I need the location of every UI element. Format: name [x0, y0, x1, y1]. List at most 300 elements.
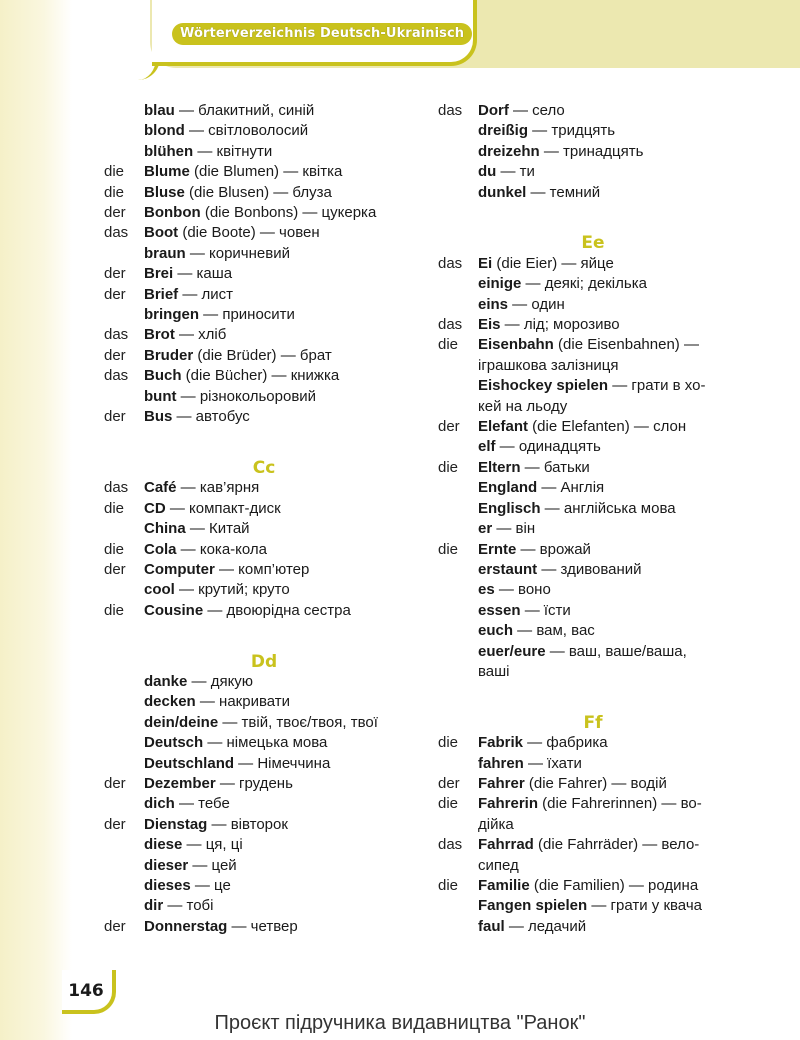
article: das	[438, 102, 463, 119]
translation: — темний	[526, 183, 601, 201]
dictionary-entry	[104, 519, 424, 539]
headword: Fahrer	[478, 774, 525, 792]
entry-text	[478, 815, 748, 835]
entry-text	[144, 815, 424, 835]
article	[438, 662, 478, 682]
translation: (die Bücher) — книжка	[181, 367, 340, 385]
dictionary-entry	[104, 580, 424, 600]
dictionary-entry	[104, 601, 424, 621]
article: der	[104, 815, 126, 833]
headword: dreißig	[478, 122, 529, 140]
translation: — цей	[188, 856, 237, 874]
article	[438, 917, 478, 937]
translation: — один	[508, 295, 565, 313]
translation: — деякі; декілька	[521, 275, 647, 293]
article	[104, 876, 144, 896]
article: der	[104, 285, 126, 303]
dictionary-entry	[438, 315, 748, 335]
article	[438, 601, 478, 621]
translation: (die Bonbons) — цукерка	[200, 204, 377, 222]
translation: — здивований	[537, 560, 642, 578]
entry-text	[144, 366, 424, 386]
dictionary-entry	[438, 856, 748, 876]
headword: dreizehn	[478, 142, 540, 160]
headword: Fahrrad	[478, 836, 534, 854]
headword: dir	[144, 897, 164, 915]
translation: — село	[508, 102, 565, 119]
translation: (die Eier) — яйце	[492, 254, 614, 272]
dictionary-entry	[104, 183, 424, 203]
article	[438, 815, 478, 835]
right-column	[438, 101, 748, 937]
translation: — четвер	[227, 917, 298, 935]
entry-text	[478, 458, 748, 478]
translation: — автобус	[172, 408, 250, 426]
article	[104, 580, 144, 600]
entry-text	[478, 437, 748, 457]
headword: Bus	[144, 408, 173, 426]
translation: іграшкова залізниця	[478, 356, 619, 374]
dictionary-entry	[104, 560, 424, 580]
entry-text	[478, 580, 748, 600]
article: der	[438, 774, 460, 792]
headword: erstaunt	[478, 560, 538, 578]
dictionary-entry	[438, 754, 748, 774]
headword: Cousine	[144, 601, 204, 619]
spacer	[104, 428, 424, 448]
dictionary-entry	[438, 835, 748, 855]
entry-text	[478, 601, 748, 621]
entry-text	[144, 835, 424, 855]
section-title: Wörterverzeichnis Deutsch-Ukrainisch	[172, 23, 472, 45]
dictionary-entry	[438, 540, 748, 560]
headword: Bluse	[144, 183, 185, 201]
entry-text	[144, 223, 424, 243]
translation: — комп’ютер	[214, 560, 310, 578]
dictionary-entry	[438, 499, 748, 519]
translation: — одинадцять	[495, 438, 601, 456]
article	[438, 295, 478, 315]
headword: Eisenbahn	[478, 336, 554, 354]
headword: dich	[144, 795, 175, 813]
translation: кей на льоду	[478, 397, 568, 415]
article	[104, 387, 144, 407]
left-column	[104, 101, 424, 937]
headword: du	[478, 163, 497, 181]
entry-text	[478, 794, 748, 814]
spacer	[438, 703, 748, 713]
headword: Deutsch	[144, 734, 204, 752]
article: die	[104, 601, 125, 619]
entry-text	[144, 387, 424, 407]
headword: Brief	[144, 285, 179, 303]
article	[438, 162, 478, 182]
headword: Computer	[144, 560, 215, 578]
dictionary-entry	[104, 917, 424, 937]
article: der	[104, 346, 126, 364]
article: das	[104, 367, 129, 385]
translation: — кока-кола	[176, 540, 267, 558]
article: das	[438, 836, 463, 854]
translation: — німецька мова	[203, 734, 328, 752]
dictionary-entry	[438, 794, 748, 814]
translation: — крутий; круто	[174, 581, 290, 599]
dictionary-entry	[104, 815, 424, 835]
dictionary-entry	[104, 346, 424, 366]
article	[104, 856, 144, 876]
entry-text	[144, 162, 424, 182]
headword: elf	[478, 438, 496, 456]
headword: er	[478, 520, 493, 538]
dictionary-entry	[438, 417, 748, 437]
translation: (die Fahrerinnen) — во-	[538, 795, 702, 813]
translation: — двоюрідна сестра	[203, 601, 351, 619]
translation: — грати у квача	[587, 897, 702, 915]
article	[104, 142, 144, 162]
entry-text	[478, 356, 748, 376]
headword: Brot	[144, 326, 175, 344]
entry-text	[478, 917, 748, 937]
entry-text	[144, 733, 424, 753]
headword: Fahrerin	[478, 795, 539, 813]
dictionary-entry	[104, 101, 424, 121]
translation: — тридцять	[528, 122, 616, 140]
spacer	[104, 448, 424, 458]
dictionary-entry	[438, 876, 748, 896]
article: die	[104, 163, 125, 181]
dictionary-entry	[104, 305, 424, 325]
entry-text	[144, 264, 424, 284]
translation: сипед	[478, 856, 519, 874]
dictionary-entry	[104, 142, 424, 162]
entry-text	[144, 713, 424, 733]
article	[438, 356, 478, 376]
entry-text	[478, 183, 748, 203]
headword: Familie	[478, 876, 530, 894]
article: der	[104, 265, 126, 283]
article: die	[438, 876, 459, 894]
article	[438, 642, 478, 662]
translation: — накривати	[195, 693, 291, 711]
dictionary-entry	[104, 325, 424, 345]
translation: — їсти	[520, 601, 571, 619]
dictionary-entry	[104, 407, 424, 427]
article	[104, 692, 144, 712]
entry-text	[478, 162, 748, 182]
dictionary-entry	[438, 478, 748, 498]
headword: dein/deine	[144, 713, 219, 731]
article	[104, 713, 144, 733]
article	[438, 437, 478, 457]
article	[438, 397, 478, 417]
dictionary-entry	[104, 896, 424, 916]
dictionary-entry	[438, 733, 748, 753]
translation: — лід; морозиво	[500, 316, 620, 334]
translation: — тебе	[174, 795, 230, 813]
entry-text	[478, 754, 748, 774]
dictionary-entry	[438, 437, 748, 457]
headword: Boot	[144, 224, 179, 242]
article: die	[438, 458, 459, 476]
headword: faul	[478, 917, 505, 935]
article	[438, 499, 478, 519]
headword: CD	[144, 499, 166, 517]
entry-text	[144, 754, 424, 774]
dictionary-entry	[438, 560, 748, 580]
article	[438, 183, 478, 203]
headword: Fabrik	[478, 734, 524, 752]
article	[438, 754, 478, 774]
dictionary-entry	[104, 835, 424, 855]
translation: ваші	[478, 662, 510, 680]
article: der	[104, 917, 126, 935]
headword: Ernte	[478, 540, 517, 558]
dictionary-entry	[438, 376, 748, 396]
entry-text	[478, 856, 748, 876]
translation: — фабрика	[523, 734, 608, 752]
translation: — світловолосий	[184, 122, 309, 140]
dictionary-entry	[438, 580, 748, 600]
entry-text	[144, 325, 424, 345]
article	[104, 754, 144, 774]
left-decor-strip	[0, 0, 72, 1040]
entry-text	[144, 774, 424, 794]
entry-text	[144, 519, 424, 539]
headword: bunt	[144, 387, 177, 405]
dictionary-entry	[438, 917, 748, 937]
entry-text	[144, 244, 424, 264]
headword: decken	[144, 693, 196, 711]
article	[438, 896, 478, 916]
translation: — дякую	[187, 672, 254, 690]
article	[104, 672, 144, 692]
article	[438, 621, 478, 641]
entry-text	[478, 274, 748, 294]
headword: Deutschland	[144, 754, 235, 772]
headword: Bonbon	[144, 204, 201, 222]
article	[104, 121, 144, 141]
article	[438, 560, 478, 580]
headword: blond	[144, 122, 185, 140]
article: der	[438, 418, 460, 436]
article: die	[438, 734, 459, 752]
headword: Blume	[144, 163, 190, 181]
entry-text	[478, 397, 748, 417]
dictionary-entry	[104, 285, 424, 305]
translation: (die Blumen) — квітка	[189, 163, 343, 181]
article: die	[438, 795, 459, 813]
headword: cool	[144, 581, 175, 599]
dictionary-entry	[104, 223, 424, 243]
entry-text	[478, 540, 748, 560]
headword: Dienstag	[144, 815, 208, 833]
translation: (die Elefanten) — слон	[528, 418, 687, 436]
headword: essen	[478, 601, 521, 619]
dictionary-entry	[438, 183, 748, 203]
article: das	[104, 479, 129, 497]
translation: — тринадцять	[539, 142, 644, 160]
entry-text	[478, 876, 748, 896]
entry-text	[144, 101, 424, 121]
dictionary-entry	[438, 142, 748, 162]
spacer	[438, 223, 748, 233]
dictionary-entry	[438, 896, 748, 916]
headword: Bruder	[144, 346, 194, 364]
dictionary-entry	[438, 274, 748, 294]
entry-text	[478, 417, 748, 437]
dictionary-entry	[438, 162, 748, 182]
headword: Elefant	[478, 418, 529, 436]
entry-text	[144, 896, 424, 916]
entry-text	[478, 896, 748, 916]
article: das	[438, 254, 463, 272]
headword: Eltern	[478, 458, 521, 476]
dictionary-entry	[104, 499, 424, 519]
dictionary-entry	[104, 672, 424, 692]
headword: blühen	[144, 142, 194, 160]
entry-text	[144, 540, 424, 560]
article	[438, 142, 478, 162]
article	[104, 519, 144, 539]
headword: Café	[144, 479, 177, 497]
headword: Ei	[478, 254, 493, 272]
translation: (die Boote) — човен	[178, 224, 320, 242]
article: der	[104, 774, 126, 792]
dictionary-entry	[438, 101, 748, 121]
translation: — англійська мова	[540, 499, 676, 517]
translation: (die Familien) — родина	[529, 876, 699, 894]
article	[104, 101, 144, 121]
entry-text	[144, 499, 424, 519]
dictionary-entry	[104, 713, 424, 733]
article: die	[104, 183, 125, 201]
dictionary-entry	[104, 692, 424, 712]
translation: — коричневий	[185, 244, 290, 262]
translation: — приносити	[199, 306, 295, 324]
article	[438, 856, 478, 876]
dictionary-entry	[104, 203, 424, 223]
entry-text	[478, 560, 748, 580]
dictionary-entry	[438, 662, 748, 682]
article: das	[104, 224, 129, 242]
translation: — Китай	[185, 520, 250, 538]
headword: Eishockey spielen	[478, 377, 609, 395]
article: die	[104, 540, 125, 558]
translation: — це	[190, 876, 231, 894]
article	[438, 478, 478, 498]
article: der	[104, 560, 126, 578]
article	[438, 580, 478, 600]
dictionary-entry	[438, 295, 748, 315]
translation: — батьки	[520, 458, 590, 476]
dictionary-entry	[104, 264, 424, 284]
dictionary-entry	[438, 815, 748, 835]
translation: — воно	[494, 581, 551, 599]
headword: danke	[144, 672, 188, 690]
entry-text	[478, 376, 748, 396]
translation: — кав’ярня	[176, 479, 260, 497]
dictionary-entry	[438, 121, 748, 141]
spacer	[104, 621, 424, 641]
translation: — грати в хо-	[608, 377, 706, 395]
article	[104, 896, 144, 916]
translation: (die Brüder) — брат	[193, 346, 332, 364]
entry-text	[478, 499, 748, 519]
translation: — різнокольоровий	[176, 387, 317, 405]
dictionary-entry	[104, 774, 424, 794]
entry-text	[144, 917, 424, 937]
translation: — квітнути	[193, 142, 273, 160]
headword: dunkel	[478, 183, 527, 201]
headword: einige	[478, 275, 522, 293]
translation: — хліб	[174, 326, 227, 344]
entry-text	[478, 478, 748, 498]
letter-heading: Cc	[252, 457, 276, 478]
entry-text	[478, 335, 748, 355]
entry-text	[144, 285, 424, 305]
letter-heading: Dd	[250, 651, 278, 672]
entry-text	[144, 601, 424, 621]
entry-text	[144, 142, 424, 162]
entry-text	[478, 642, 748, 662]
translation: — вам, вас	[513, 622, 595, 640]
dictionary-entry	[438, 458, 748, 478]
article	[104, 733, 144, 753]
translation: — Німеччина	[234, 754, 331, 772]
headword: Brei	[144, 265, 174, 283]
translation: (die Fahrer) — водій	[524, 774, 667, 792]
dictionary-entry	[104, 121, 424, 141]
entry-text	[478, 733, 748, 753]
article	[104, 794, 144, 814]
translation: — Англія	[537, 479, 605, 497]
entry-text	[144, 121, 424, 141]
entry-text	[144, 856, 424, 876]
page-number: 146	[68, 981, 104, 1001]
translation: — ти	[496, 163, 535, 181]
headword: Donnerstag	[144, 917, 228, 935]
dictionary-entry	[438, 642, 748, 662]
entry-text	[478, 142, 748, 162]
translation: (die Eisenbahnen) —	[553, 336, 699, 354]
entry-text	[478, 315, 748, 335]
entry-text	[144, 407, 424, 427]
entry-text	[478, 662, 748, 682]
entry-text	[478, 774, 748, 794]
headword: eins	[478, 295, 509, 313]
translation: — твій, твоє/твоя, твої	[218, 713, 378, 731]
headword: blau	[144, 102, 175, 119]
dictionary-entry	[438, 621, 748, 641]
headword: bringen	[144, 306, 199, 324]
dictionary-entry	[438, 397, 748, 417]
dictionary-entry	[104, 540, 424, 560]
entry-text	[144, 560, 424, 580]
headword: Englisch	[478, 499, 541, 517]
entry-text	[144, 203, 424, 223]
entry-text	[478, 101, 748, 121]
dictionary-entry	[104, 244, 424, 264]
dictionary-entry	[438, 356, 748, 376]
translation: (die Fahrräder) — вело-	[533, 836, 700, 854]
dictionary-entry	[104, 478, 424, 498]
headword: euch	[478, 622, 514, 640]
entry-text	[144, 672, 424, 692]
translation: — врожай	[516, 540, 591, 558]
headword: England	[478, 479, 538, 497]
entry-text	[144, 692, 424, 712]
entry-text	[144, 580, 424, 600]
